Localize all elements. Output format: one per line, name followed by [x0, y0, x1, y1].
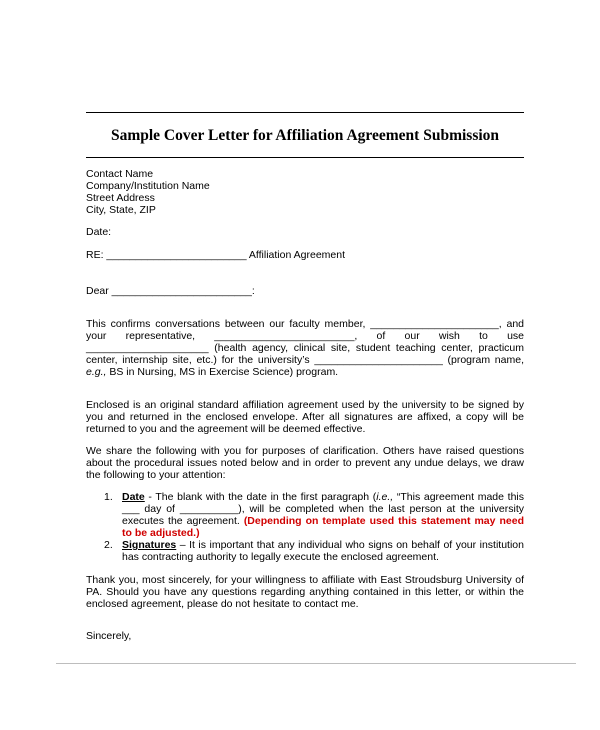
- bottom-rule: [56, 663, 576, 664]
- paragraph-confirmation-part2: BS in Nursing, MS in Exercise Science) program.: [106, 366, 339, 378]
- list-item-signatures-body: [122, 539, 524, 563]
- salutation: Dear ________________________:: [86, 285, 255, 297]
- address-street: Street Address: [86, 192, 155, 204]
- paragraph-enclosed: Enclosed is an original standard affiliation agreement used by the university to be signed by you and returned in the enclosed envelope. After all signatures are affixed, a copy will be returned to you and the agreement will be deemed effective.: [86, 399, 524, 435]
- title-rule: [86, 157, 524, 158]
- list-term-signatures: Signatures: [122, 539, 177, 551]
- list-item-signatures: [104, 539, 524, 563]
- address-contact-name: Contact Name: [86, 168, 154, 180]
- template-note: (Depending on template used this statement may need to be adjusted.): [122, 515, 525, 539]
- list-number: 1.: [104, 491, 113, 503]
- list-item-date-ie: i.e.,: [376, 491, 394, 503]
- paragraph-clarification: We share the following with you for purposes of clarification. Others have raised questions about the procedural issues noted below and in order to prevent any undue delays, we draw the following to your attention:: [86, 445, 524, 481]
- paragraph-thank-you: Thank you, most sincerely, for your willingness to affiliate with East Stroudsburg University of PA. Should you have any questions regarding anything contained in this letter, or within the enclosed agreement, please do not hesitate to contact me.: [86, 574, 524, 610]
- list-item-date-text2: “This agreement made this ___ day of __________), will be completed when the last person at the university executes the agreement.: [122, 491, 524, 527]
- top-rule: [86, 112, 524, 113]
- paragraph-confirmation-eg: e.g.,: [86, 366, 107, 378]
- list-term-date: Date: [122, 491, 145, 503]
- list-number: 2.: [104, 539, 113, 551]
- closing: Sincerely,: [86, 630, 132, 642]
- paragraph-confirmation-part1: This confirms conversations between our faculty member, ______________________, and your representative, ________________________, of our wish to use _____________________ (health agency, clinical site, student teaching center, practicum center, internship site, etc.) for the university’s ______________________ (program name,: [86, 318, 524, 366]
- address-company: Company/Institution Name: [86, 180, 210, 192]
- list-item-date-body: [122, 491, 524, 539]
- list-item-date: [104, 491, 524, 539]
- document-title: Sample Cover Letter for Affiliation Agreement Submission: [110, 127, 500, 144]
- list-item-signatures-text: – It is important that any individual who signs on behalf of your institution has contracting authority to legally execute the enclosed agreement.: [122, 539, 524, 563]
- date-label: Date:: [86, 226, 112, 238]
- re-line: RE: ________________________ Affiliation Agreement: [86, 249, 346, 261]
- address-city-state-zip: City, State, ZIP: [86, 204, 156, 216]
- paragraph-confirmation: [86, 318, 524, 378]
- list-item-date-text1: - The blank with the date in the first paragraph (: [144, 491, 377, 503]
